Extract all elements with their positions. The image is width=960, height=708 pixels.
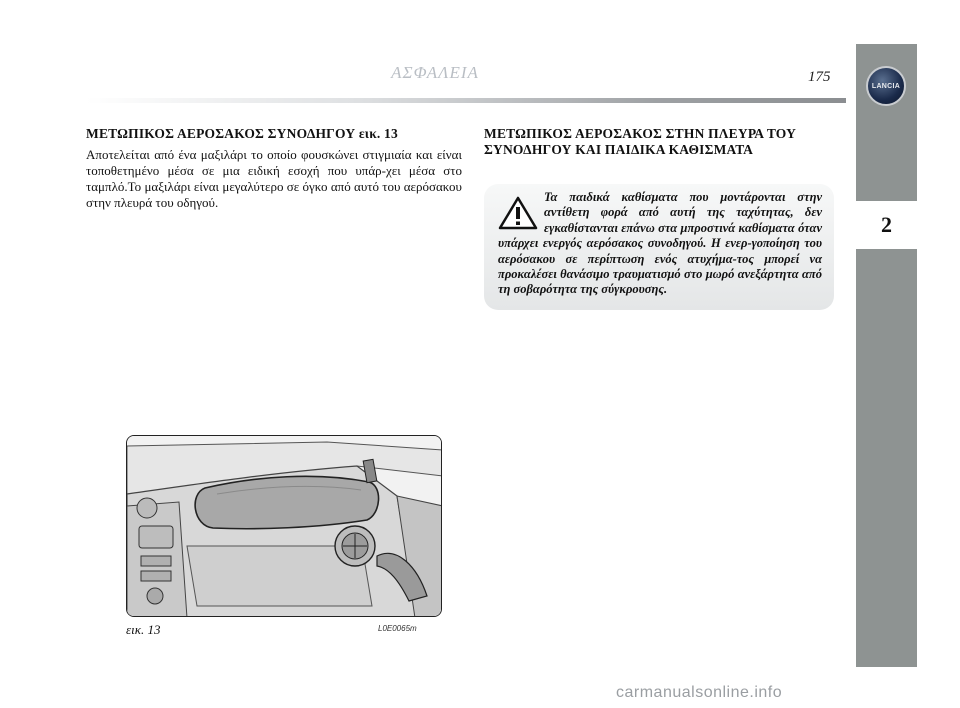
section-title: ΑΣΦΑΛΕΙΑ (391, 63, 479, 82)
warning-box (484, 184, 834, 310)
dashboard-illustration (127, 436, 442, 617)
right-heading: ΜΕΤΩΠΙΚΟΣ ΑΕΡΟΣΑΚΟΣ ΣΤΗΝ ΠΛΕΥΡΑ ΤΟΥ ΣΥΝΟΔΗΓΟΥ ΚΑΙ ΠΑΙΔΙΚΑ ΚΑΘΙΣΜΑΤΑ (484, 126, 797, 157)
brand-logo-area (856, 44, 917, 201)
lancia-logo-icon (866, 66, 906, 106)
left-heading: ΜΕΤΩΠΙΚΟΣ ΑΕΡΟΣΑΚΟΣ ΣΥΝΟΔΗΓΟΥ εικ. 13 (86, 126, 398, 141)
dashboard-figure (126, 435, 442, 617)
figure-caption: εικ. 13 (126, 622, 161, 637)
chapter-tab[interactable]: 2 (856, 201, 917, 249)
header-rule (86, 98, 846, 103)
page-number: 175 (808, 69, 831, 85)
warning-text: Τα παιδικά καθίσματα που μοντάρονται στην αντίθετη φορά από αυτή της ταχύτητας, δεν εγκαθίστανται επάνω στα μπροστινά καθίσματα όταν υπάρχει ενεργός αερόσακος συνοδηγού. Η ενερ-γοποίηση του αερόσακου σε περίπτωση ενός ατυχήμα-τος μπορεί να προκαλέσει θανάσιμο τραυματισμό στο μωρό ανεξάρτητα από τη σοβαρότητα της σύγκρουσης. (498, 190, 822, 297)
left-paragraph: Αποτελείται από ένα μαξιλάρι το οποίο φουσκώνει στιγμιαία και είναι τοποθετημένο μέσα σε μια ειδική εσοχή που υπάρ-χει μέσα στο ταμπλό.Το μαξιλάρι είναι μεγαλύτερο σε όγκο από αυτό του αερόσακου στην πλευρά του οδηγού. (86, 147, 462, 210)
footer-watermark[interactable]: carmanualsonline.info (616, 684, 783, 701)
figure-code: L0E0065m (378, 624, 417, 633)
logo-text: LANCIA (871, 82, 901, 90)
